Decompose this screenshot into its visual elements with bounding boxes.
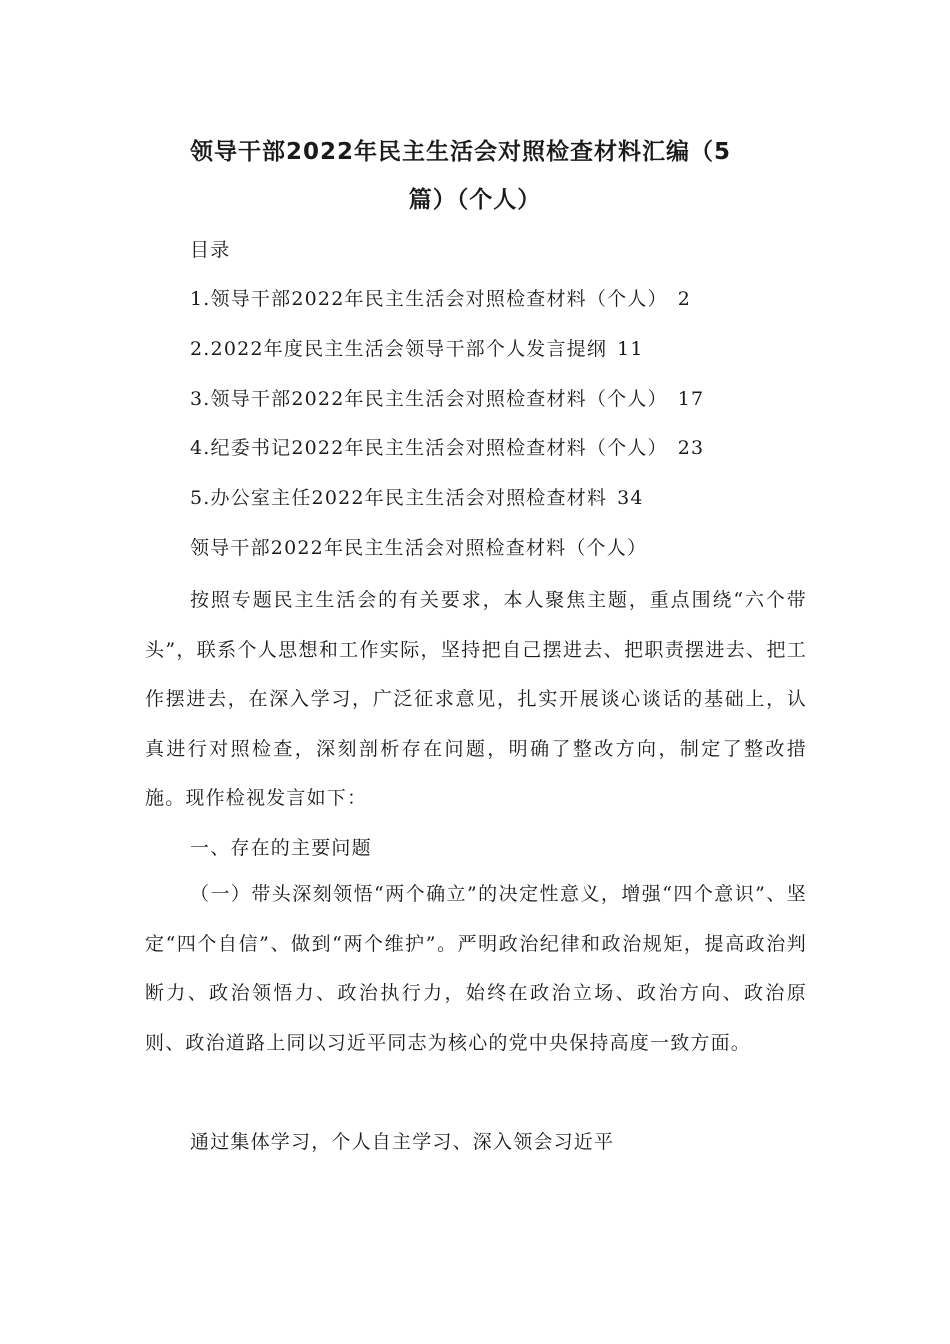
toc-heading: 目录 xyxy=(190,239,231,261)
toc-item-page: 34 xyxy=(617,487,644,509)
toc-item-page: 11 xyxy=(617,338,644,360)
toc-item-label: 1.领导干部2022年民主生活会对照检查材料（个人） xyxy=(190,288,668,310)
section-title: 领导干部2022年民主生活会对照检查材料（个人） xyxy=(190,537,648,559)
toc-item-label: 4.纪委书记2022年民主生活会对照检查材料（个人） xyxy=(190,437,668,459)
toc-item-page: 17 xyxy=(677,388,705,410)
body-paragraph-intro: 按照专题民主生活会的有关要求，本人聚焦主题，重点围绕“六个带头”，联系个人思想和工作实际，坚持把自己摆进去、把职责摆进去、把工作摆进去，在深入学习，广泛征求意见，扎实开展谈心谈话的基础上，认真进行对照检查，深刻剖析存在问题，明确了整改方向，制定了整改措施。现作检视发言如下： xyxy=(145,589,807,810)
toc-item[interactable] xyxy=(190,484,644,512)
toc-item[interactable] xyxy=(190,285,691,313)
body-paragraph-problem-1: （一）带头深刻领悟“两个确立”的决定性意义，增强“四个意识”、坚定“四个自信”、做到“两个维护”。严明政治纪律和政治规矩，提高政治判断力、政治领悟力、政治执行力，始终在政治立场、政治方向、政治原则、政治道路上同以习近平同志为核心的党中央保持高度一致方面。 xyxy=(145,883,807,1054)
body-paragraph-continued: 通过集体学习，个人自主学习、深入领会习近平 xyxy=(190,1131,615,1153)
toc-item[interactable] xyxy=(190,385,704,413)
toc-item[interactable] xyxy=(190,335,644,363)
heading-main-problems: 一、存在的主要问题 xyxy=(190,837,372,859)
document-title-line1: 领导干部2022年民主生活会对照检查材料汇编（5 xyxy=(190,139,732,165)
toc-item-page: 2 xyxy=(677,288,691,310)
toc-item-page: 23 xyxy=(677,437,705,459)
toc-item-label: 5.办公室主任2022年民主生活会对照检查材料 xyxy=(190,487,608,509)
document-title-line2: 篇）（个人） xyxy=(408,187,542,213)
toc-item[interactable] xyxy=(190,434,704,462)
toc-item-label: 2.2022年度民主生活会领导干部个人发言提纲 xyxy=(190,338,608,360)
toc-item-label: 3.领导干部2022年民主生活会对照检查材料（个人） xyxy=(190,388,668,410)
